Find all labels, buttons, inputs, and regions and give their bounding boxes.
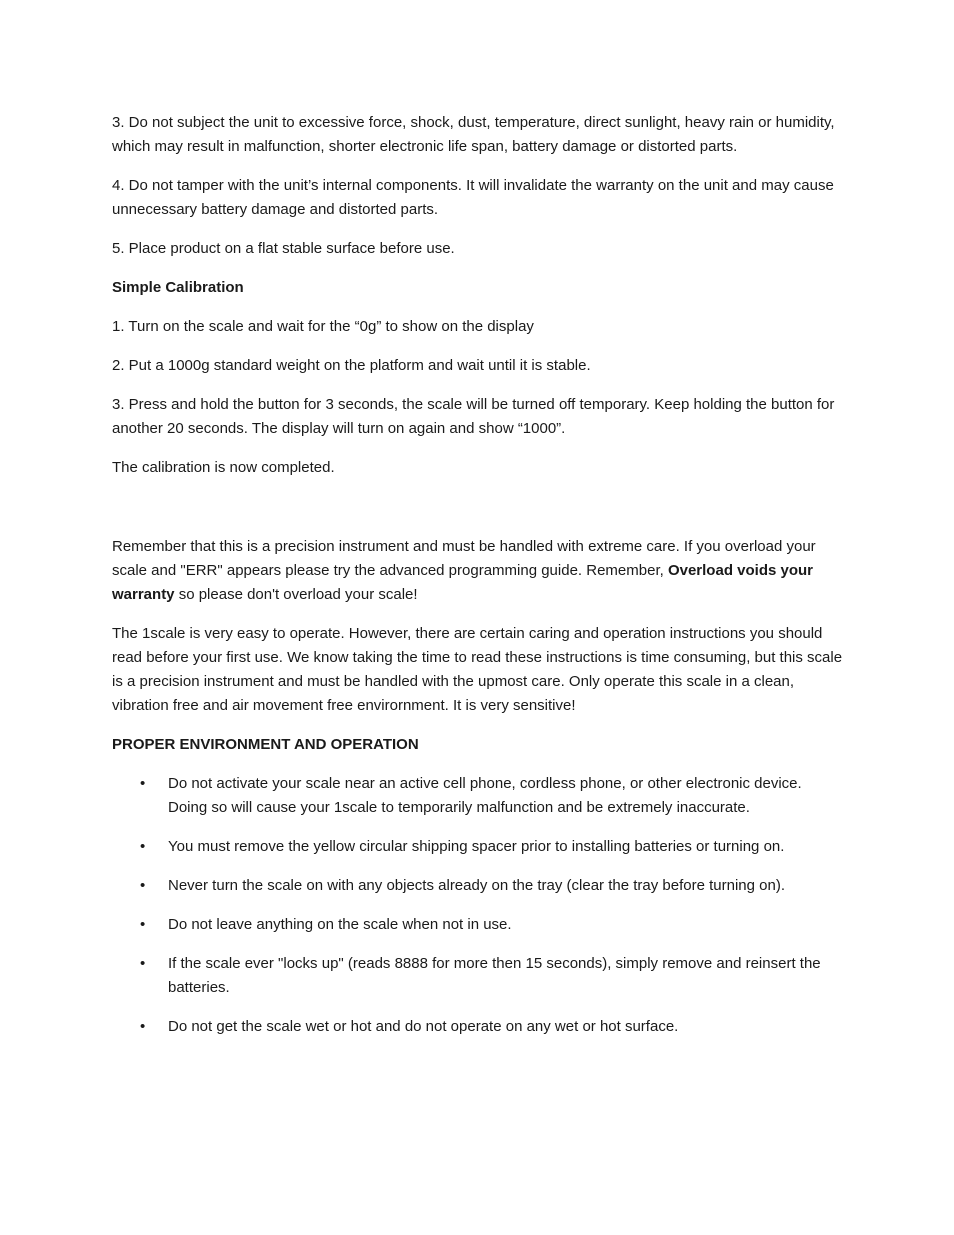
list-item-text: Never turn the scale on with any objects already on the tray (clear the tray before turning on). (168, 877, 785, 894)
calibration-step-3: 3. Press and hold the button for 3 seconds, the scale will be turned off temporary. Keep holding the button for another 20 seconds. The display will turn on again and show “1000”. (112, 396, 835, 437)
list-item-text: Do not get the scale wet or hot and do not operate on any wet or hot surface. (168, 1018, 679, 1035)
list-item-text: If the scale ever "locks up" (reads 8888 for more then 15 seconds), simply remove and reinsert the batteries. (168, 955, 821, 996)
bullet: • (140, 775, 146, 792)
paragraph-item-5: 5. Place product on a flat stable surface before use. (112, 240, 455, 257)
document-page (112, 111, 844, 1054)
bullet: • (140, 916, 146, 933)
section-spacer (112, 495, 844, 535)
bullet: • (140, 1018, 146, 1035)
list-item (112, 835, 844, 859)
calibration-step-2: 2. Put a 1000g standard weight on the platform and wait until it is stable. (112, 357, 591, 374)
list-item (112, 772, 844, 820)
list-item (112, 1015, 844, 1039)
calibration-step-1: 1. Turn on the scale and wait for the “0g” to show on the display (112, 318, 534, 335)
list-item (112, 913, 844, 937)
bullet: • (140, 877, 146, 894)
remember-text-start: Remember that this is a precision instrument and must be handled with extreme care. If you overload your scale and "ERR" appears please try the advanced programming guide. Remember, (112, 538, 816, 579)
bullet: • (140, 955, 146, 972)
list-item-text: Do not leave anything on the scale when not in use. (168, 916, 512, 933)
list-item (112, 952, 844, 1000)
environment-list (112, 772, 844, 1039)
list-item-text: Do not activate your scale near an active cell phone, cordless phone, or other electronic device. Doing so will cause your 1scale to temporarily malfunction and be extremely inaccurate. (168, 775, 802, 816)
intro-paragraph: The 1scale is very easy to operate. However, there are certain caring and operation instructions you should read before your first use. We know taking the time to read these instructions is time consuming, but this scale is a precision instrument and must be handled with the upmost care. Only operate this scale in a clean, vibration free and air movement free envirornment. It is very sensitive! (112, 625, 843, 714)
paragraph-item-4: 4. Do not tamper with the unit’s internal components. It will invalidate the warranty on the unit and may cause unnecessary battery damage and distorted parts. (112, 177, 834, 218)
list-item-text: You must remove the yellow circular shipping spacer prior to installing batteries or turning on. (168, 838, 785, 855)
paragraph-item-3: 3. Do not subject the unit to excessive force, shock, dust, temperature, direct sunlight, heavy rain or humidity, which may result in malfunction, shorter electronic life span, battery damage or distorted parts. (112, 114, 835, 155)
list-item (112, 874, 844, 898)
overload-warning: Overload voids your warranty (112, 562, 813, 603)
environment-heading: PROPER ENVIRONMENT AND OPERATION (112, 736, 419, 753)
calibration-heading: Simple Calibration (112, 279, 244, 296)
bullet: • (140, 838, 146, 855)
calibration-completed: The calibration is now completed. (112, 459, 335, 476)
remember-paragraph (112, 535, 844, 607)
remember-text-end: so please don't overload your scale! (174, 586, 418, 603)
